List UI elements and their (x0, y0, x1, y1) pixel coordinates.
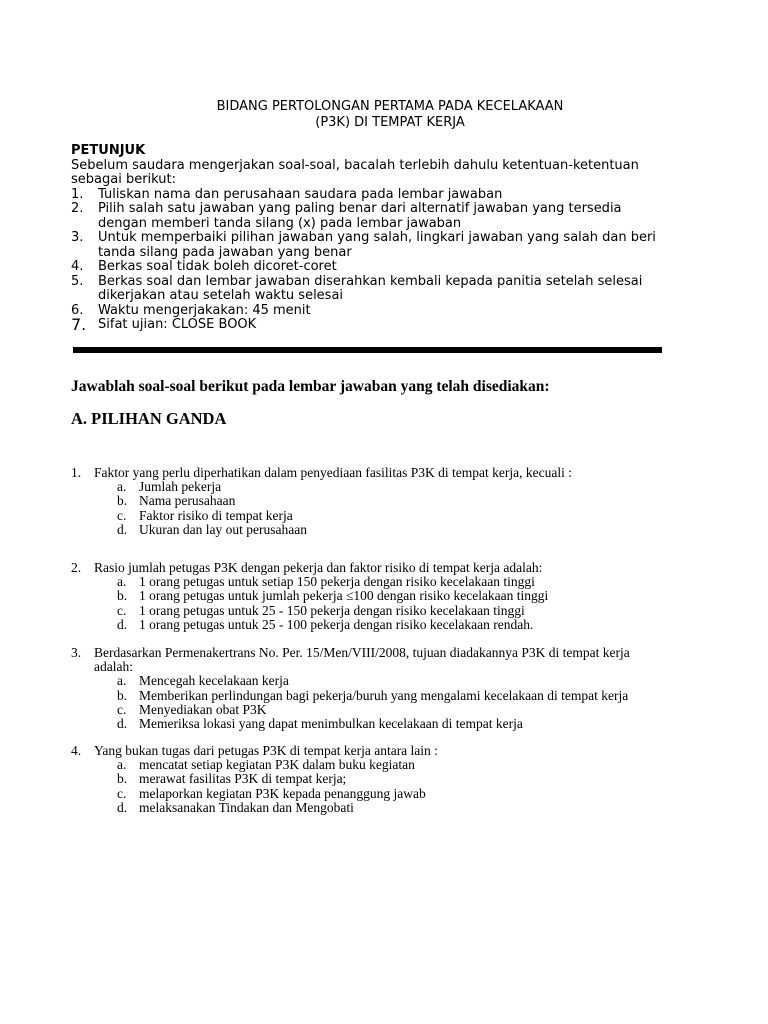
question-text (94, 646, 711, 674)
question-1 (71, 466, 711, 537)
instructions-block (71, 144, 711, 333)
document-title (0, 100, 768, 132)
option-text: Mencegah kecelakaan kerja (139, 673, 289, 689)
option-text: merawat fasilitas P3K di tempat kerja; (139, 771, 347, 787)
option-text: Memberikan perlindungan bagi pekerja/buruh yang mengalami kecelakaan di tempat kerja (139, 687, 629, 703)
option-d (71, 801, 711, 815)
instruction-item (71, 202, 711, 231)
option-text: 1 orang petugas untuk 25 - 150 pekerja dengan risiko kecelakaan tinggi (139, 602, 525, 618)
instruction-item (71, 304, 711, 319)
instructions-intro-line-2: sebagai berikut: (71, 172, 177, 187)
question-number: 1. (71, 465, 82, 480)
instruction-text: tanda silang pada jawaban yang benar (98, 244, 352, 260)
option-text: Memeriksa lokasi yang dapat menimbulkan kecelakaan di tempat kerja (139, 716, 523, 732)
instruction-text: dikerjakan atau setelah waktu selesai (98, 288, 344, 303)
question-text: Rasio jumlah petugas P3K dengan pekerja dan faktor risiko di tempat kerja adalah: (94, 560, 543, 575)
section-title: A. PILIHAN GANDA (71, 409, 227, 428)
option-letter: d. (117, 616, 128, 632)
option-letter: d. (117, 799, 128, 815)
question-2 (71, 561, 711, 632)
option-letter: d. (117, 521, 128, 537)
option-text: Jumlah pekerja (139, 479, 222, 495)
option-c (71, 509, 711, 523)
instruction-item (71, 275, 711, 304)
question-stem (71, 646, 711, 674)
option-text: Faktor risiko di tempat kerja (139, 507, 293, 523)
option-c (71, 787, 711, 801)
option-letter: a. (117, 673, 127, 689)
option-list (71, 575, 711, 632)
instructions-heading: PETUNJUK (71, 143, 146, 158)
instruction-number: 7. (71, 315, 87, 334)
question-stem (71, 744, 711, 758)
question-number: 2. (71, 560, 82, 575)
question-3 (71, 646, 711, 731)
instruction-number: 5. (71, 273, 84, 289)
option-letter: b. (117, 493, 128, 509)
option-list (71, 758, 711, 815)
option-d (71, 523, 711, 537)
option-letter: c. (117, 701, 127, 717)
instruction-text: dengan memberi tanda silang (x) pada lembar jawaban (98, 215, 462, 231)
option-d (71, 717, 711, 731)
option-b (71, 689, 711, 703)
title-line-2: (P3K) DI TEMPAT KERJA (315, 115, 465, 130)
question-4 (71, 744, 711, 815)
answer-instruction: Jawablah soal-soal berikut pada lembar jawaban yang telah disediakan: (71, 378, 550, 395)
instruction-text: Sifat ujian: CLOSE BOOK (98, 317, 257, 332)
option-d (71, 618, 711, 632)
option-b (71, 589, 711, 603)
option-list (71, 674, 711, 731)
option-text: 1 orang petugas untuk 25 - 100 pekerja dengan risiko kecelakaan rendah. (139, 616, 534, 632)
instruction-text: Tuliskan nama dan perusahaan saudara pada lembar jawaban (98, 186, 503, 202)
option-text: Menyediakan obat P3K (139, 701, 267, 717)
question-text: Yang bukan tugas dari petugas P3K di tempat kerja antara lain : (94, 743, 438, 758)
question-text: Faktor yang perlu diperhatikan dalam penyediaan fasilitas P3K di tempat kerja, kecuali : (94, 465, 572, 480)
option-a (71, 674, 711, 688)
option-letter: b. (117, 687, 128, 703)
option-letter: a. (117, 757, 127, 773)
option-a (71, 480, 711, 494)
instructions-intro-line-1: Sebelum saudara mengerjakan soal-soal, bacalah terlebih dahulu ketentuan-ketentuan (71, 157, 639, 173)
option-letter: b. (117, 771, 128, 787)
instruction-item (71, 188, 711, 203)
option-letter: d. (117, 716, 128, 732)
option-text: Nama perusahaan (139, 493, 236, 509)
instruction-number: 2. (71, 201, 84, 216)
option-c (71, 604, 711, 618)
instruction-number: 3. (71, 230, 84, 245)
option-a (71, 758, 711, 772)
question-text-line: Berdasarkan Permenakertrans No. Per. 15/Men/VIII/2008, tujuan diadakannya P3K di tempat kerja (94, 645, 630, 660)
instruction-number: 1. (71, 186, 84, 202)
option-c (71, 703, 711, 717)
option-a (71, 575, 711, 589)
title-line-1: BIDANG PERTOLONGAN PERTAMA PADA KECELAKAAN (216, 99, 564, 114)
instruction-number: 4. (71, 259, 84, 274)
option-text: 1 orang petugas untuk jumlah pekerja ≤100 dengan risiko kecelakaan tinggi (139, 588, 549, 604)
option-letter: a. (117, 574, 127, 590)
section-divider (73, 347, 662, 353)
option-text: Ukuran dan lay out perusahaan (139, 521, 307, 537)
option-text: 1 orang petugas untuk setiap 150 pekerja dengan risiko kecelakaan tinggi (139, 574, 535, 590)
option-list (71, 480, 711, 537)
instruction-item (71, 231, 711, 260)
option-text: melaporkan kegiatan P3K kepada penanggung jawab (139, 785, 426, 801)
option-b (71, 494, 711, 508)
instruction-text: Untuk memperbaiki pilihan jawaban yang salah, lingkari jawaban yang salah dan beri (98, 230, 656, 245)
option-letter: a. (117, 479, 127, 495)
question-number: 4. (71, 743, 82, 758)
instruction-item (71, 260, 711, 275)
question-text-line: adalah: (94, 659, 133, 675)
question-stem (71, 466, 711, 480)
option-text: mencatat setiap kegiatan P3K dalam buku kegiatan (139, 757, 415, 773)
option-letter: b. (117, 588, 128, 604)
option-text: melaksanakan Tindakan dan Mengobati (139, 799, 354, 815)
instruction-item (71, 315, 711, 334)
option-letter: c. (117, 507, 127, 523)
instruction-text: Berkas soal dan lembar jawaban diserahkan kembali kepada panitia setelah selesai (98, 273, 643, 289)
instruction-text: Pilih salah satu jawaban yang paling benar dari alternatif jawaban yang tersedia (98, 201, 622, 216)
instruction-text: Berkas soal tidak boleh dicoret-coret (98, 259, 337, 274)
question-number: 3. (71, 645, 82, 660)
instruction-number: 6. (71, 302, 84, 318)
option-letter: c. (117, 602, 127, 618)
option-letter: c. (117, 785, 127, 801)
question-stem (71, 561, 711, 575)
instructions-list (71, 188, 711, 333)
instruction-text: Waktu mengerjakakan: 45 menit (98, 302, 311, 318)
option-b (71, 772, 711, 786)
